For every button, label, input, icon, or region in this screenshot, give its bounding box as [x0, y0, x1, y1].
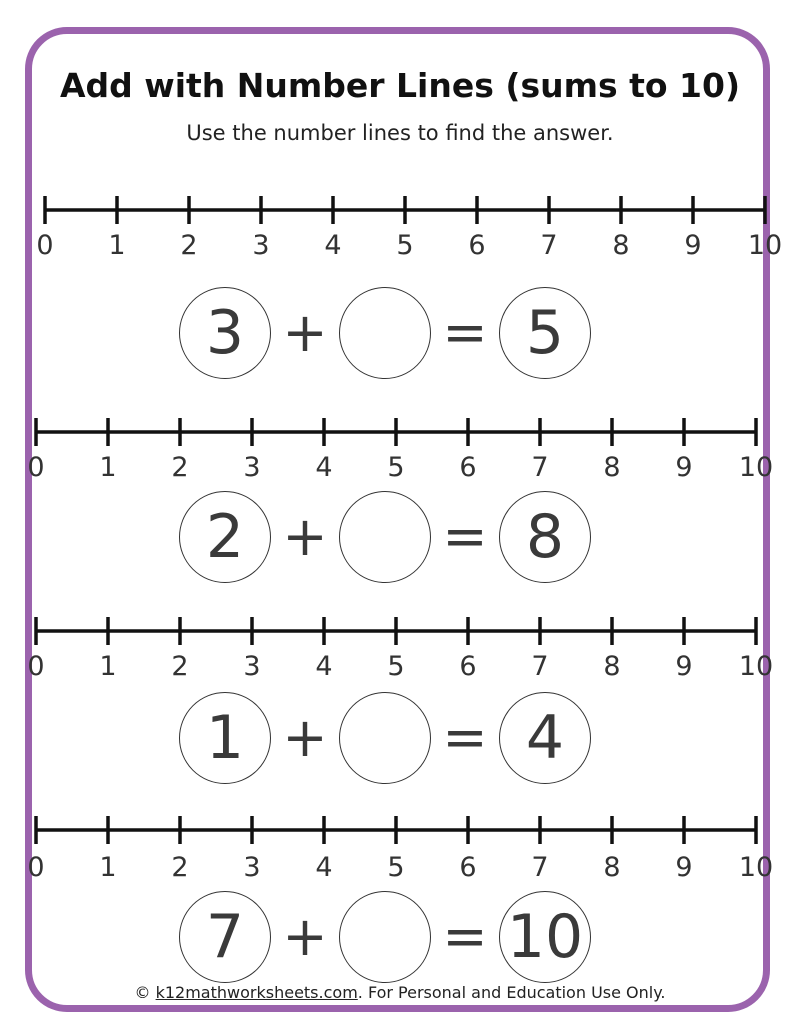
tick-label: 7 — [531, 452, 549, 483]
plus-sign: + — [282, 301, 328, 364]
tick-label: 0 — [27, 651, 45, 682]
worksheet-title: Add with Number Lines (sums to 10) — [59, 66, 741, 105]
equals-sign: = — [442, 905, 488, 968]
tick-label: 6 — [468, 230, 486, 261]
tick-label: 6 — [459, 651, 477, 682]
tick-label: 4 — [315, 452, 333, 483]
site-link[interactable]: k12mathworksheets.com — [155, 983, 358, 1002]
tick-label: 1 — [99, 452, 117, 483]
addend-circle: 1 — [179, 692, 271, 784]
tick-label: 10 — [738, 452, 774, 483]
answer-circle[interactable] — [339, 891, 431, 983]
tick-label: 6 — [459, 452, 477, 483]
tick-label: 2 — [171, 651, 189, 682]
tick-label: 4 — [315, 852, 333, 883]
tick-label: 7 — [531, 852, 549, 883]
equals-sign: = — [442, 301, 488, 364]
footer — [0, 983, 800, 1002]
addend-circle: 3 — [179, 287, 271, 379]
answer-circle[interactable] — [339, 692, 431, 784]
plus-sign: + — [282, 505, 328, 568]
tick-label: 2 — [171, 852, 189, 883]
tick-label: 9 — [675, 852, 693, 883]
tick-label: 8 — [612, 230, 630, 261]
plus-sign: + — [282, 706, 328, 769]
tick-label: 3 — [243, 852, 261, 883]
tick-label: 3 — [243, 452, 261, 483]
equals-sign: = — [442, 505, 488, 568]
tick-label: 0 — [27, 452, 45, 483]
sum-circle: 4 — [499, 692, 591, 784]
tick-label: 10 — [738, 852, 774, 883]
answer-circle[interactable] — [339, 287, 431, 379]
tick-label: 10 — [738, 651, 774, 682]
tick-label: 5 — [387, 651, 405, 682]
answer-circle[interactable] — [339, 491, 431, 583]
tick-label: 1 — [99, 852, 117, 883]
equals-sign: = — [442, 706, 488, 769]
worksheet-instructions: Use the number lines to find the answer. — [186, 121, 614, 145]
tick-label: 4 — [315, 651, 333, 682]
tick-label: 3 — [243, 651, 261, 682]
tick-label: 0 — [27, 852, 45, 883]
tick-label: 1 — [99, 651, 117, 682]
tick-label: 2 — [180, 230, 198, 261]
tick-label: 5 — [387, 852, 405, 883]
tick-label: 7 — [531, 651, 549, 682]
tick-label: 9 — [684, 230, 702, 261]
addend-circle: 7 — [179, 891, 271, 983]
tick-label: 10 — [747, 230, 783, 261]
sum-circle: 8 — [499, 491, 591, 583]
tick-label: 8 — [603, 452, 621, 483]
addend-circle: 2 — [179, 491, 271, 583]
sum-circle: 10 — [499, 891, 591, 983]
tick-label: 5 — [387, 452, 405, 483]
tick-label: 2 — [171, 452, 189, 483]
tick-label: 4 — [324, 230, 342, 261]
tick-label: 9 — [675, 651, 693, 682]
copyright-symbol: © — [134, 983, 151, 1002]
tick-label: 3 — [252, 230, 270, 261]
tick-label: 5 — [396, 230, 414, 261]
footer-notice: . For Personal and Education Use Only. — [357, 983, 666, 1002]
tick-label: 6 — [459, 852, 477, 883]
plus-sign: + — [282, 905, 328, 968]
sum-circle: 5 — [499, 287, 591, 379]
tick-label: 0 — [36, 230, 54, 261]
tick-label: 7 — [540, 230, 558, 261]
tick-label: 9 — [675, 452, 693, 483]
tick-label: 8 — [603, 852, 621, 883]
tick-label: 1 — [108, 230, 126, 261]
tick-label: 8 — [603, 651, 621, 682]
